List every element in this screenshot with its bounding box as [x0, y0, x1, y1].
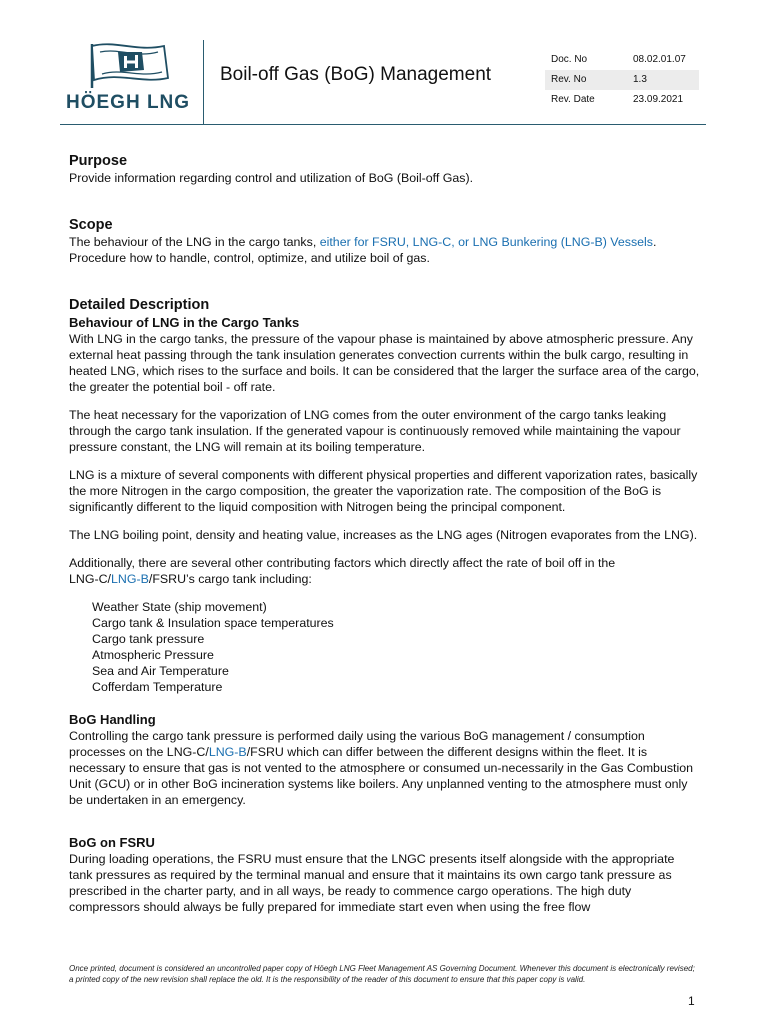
bog-handling-text: [69, 728, 701, 808]
meta-row-rev-date: [545, 90, 699, 110]
factors-list: [69, 599, 701, 695]
meta-value: 08.02.01.07: [633, 54, 686, 65]
purpose-heading: Purpose: [69, 153, 128, 169]
logo-text: HÖEGH LNG: [66, 92, 191, 113]
meta-label: Doc. No: [551, 54, 588, 65]
lng-b-link[interactable]: LNG-B: [111, 572, 149, 586]
bog-handling-heading: BoG Handling: [69, 712, 156, 727]
document-body: [69, 152, 701, 915]
lng-b-link[interactable]: LNG-B: [208, 745, 247, 759]
meta-row-doc-no: [545, 50, 699, 70]
p5-line1: Additionally, there are several other contributing factors which directly affect the rate of boil off in the: [69, 556, 616, 570]
bog-handling-post: /FSRU which can differ between the different designs within the fleet. It is necessary to ensure that gas is not vented to the atmosphere or consumed un-necessarily in the Gas Combustion Unit (GCU) or in other BoG incineration systems like boilers. Any unplanned venting to the atmosphere must only be undertaken in an emergency.: [69, 745, 694, 807]
meta-value: 23.09.2021: [633, 94, 684, 105]
list-item: Weather State (ship movement): [92, 600, 267, 614]
purpose-text: Provide information regarding control and utilization of BoG (Boil-off Gas).: [69, 171, 474, 185]
scope-text-start: The behaviour of the LNG in the cargo tanks,: [69, 235, 320, 249]
behaviour-paragraph-4: The LNG boiling point, density and heating value, increases as the LNG ages (Nitrogen evaporates from the LNG).: [69, 528, 698, 542]
scope-link[interactable]: either for FSRU, LNG-C, or LNG Bunkering (LNG-B) Vessels: [319, 235, 653, 249]
behaviour-paragraph-2: The heat necessary for the vaporization of LNG comes from the outer environment of the cargo tanks leaking through the cargo tank insulation. If the generated vapour is continuously removed while maintaining the vapour pressure constant, the LNG will remain at its boiling temperature.: [69, 408, 681, 454]
behaviour-paragraph-5: [69, 555, 701, 587]
list-item: Sea and Air Temperature: [92, 664, 229, 678]
bog-fsru-text: During loading operations, the FSRU must ensure that the LNGC presents itself alongside with the appropriate tank pressures as required by the terminal manual and ensure that it maintains its own cargo tank pressure as prescribed in the charter party, and in all ways, be ready to commence cargo operations. The high duty compressors should always be fully prepared for immediate start even when using the free flow: [69, 852, 675, 914]
meta-label: Rev. No: [551, 74, 587, 85]
detailed-description-heading: Detailed Description: [69, 297, 210, 313]
company-logo: [60, 40, 202, 124]
scope-text-end: .: [653, 235, 657, 249]
header-divider: [203, 40, 204, 124]
list-item: Cofferdam Temperature: [92, 680, 223, 694]
scope-text: [69, 234, 701, 250]
p5-post: /FSRU’s cargo tank including:: [148, 572, 312, 586]
bog-fsru-heading: BoG on FSRU: [69, 835, 155, 850]
list-item: Cargo tank pressure: [92, 632, 205, 646]
list-item: Atmospheric Pressure: [92, 648, 214, 662]
flag-icon: [86, 40, 176, 88]
document-meta-table: [545, 50, 699, 110]
behaviour-paragraph-1: With LNG in the cargo tanks, the pressure of the vapour phase is maintained by above atmospheric pressure. Any external heat passing through the tank insulation generates convection currents within the bulk cargo, resulting in heated LNG, which rises to the surface and boils. It can be considered that the larger the surface area of the cargo, the greater the potential boil - off rate.: [69, 332, 700, 394]
p5-pre: LNG-C/: [69, 572, 111, 586]
bog-handling-pre: processes on the LNG-C/: [69, 745, 209, 759]
behaviour-paragraph-3: LNG is a mixture of several components with different physical properties and different vaporization rates, basically the more Nitrogen in the cargo composition, the greater the vaporization rate. The composition of the BoG is significantly different to the liquid composition with Nitrogen being the principal component.: [69, 468, 698, 514]
footer-disclaimer: Once printed, document is considered an uncontrolled paper copy of Höegh LNG Fleet Management AS Governing Document. Whenever this document is electronically revised; a printed copy of the new revision shall replace the old. It is the responsibility of the reader of this document to ensure that this paper copy is valid.: [69, 964, 695, 984]
document-header: [60, 40, 706, 125]
meta-value: 1.3: [633, 74, 647, 85]
list-item: Cargo tank & Insulation space temperatures: [92, 616, 334, 630]
page-number: 1: [688, 994, 695, 1008]
meta-label: Rev. Date: [551, 94, 595, 105]
document-title: Boil-off Gas (BoG) Management: [220, 64, 492, 85]
bog-handling-line1: Controlling the cargo tank pressure is performed daily using the various BoG management / consumption: [69, 729, 645, 743]
meta-row-rev-no: [545, 70, 699, 90]
behaviour-subheading: Behaviour of LNG in the Cargo Tanks: [69, 315, 300, 330]
scope-line2: Procedure how to handle, control, optimize, and utilize boil of gas.: [69, 251, 430, 265]
scope-heading: Scope: [69, 217, 113, 233]
